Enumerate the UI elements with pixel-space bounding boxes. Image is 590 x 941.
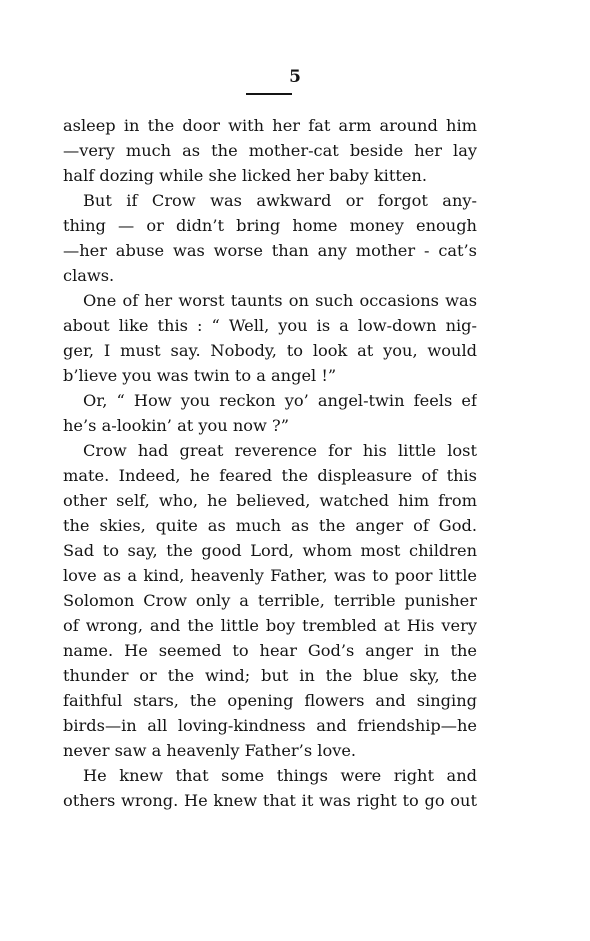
text-line: But if Crow was awkward or forgot any-	[83, 191, 477, 210]
text-line: Crow had great reverence for his little lost	[83, 441, 477, 460]
body-text	[63, 113, 477, 813]
text-line: thing — or didn’t bring home money enough	[63, 216, 477, 235]
text-line: b’lieve you was twin to a angel !”	[63, 366, 337, 385]
text-line: asleep in the door with her fat arm around him	[63, 116, 477, 135]
text-line: Sad to say, the good Lord, whom most children	[63, 541, 477, 560]
page-number-rule	[246, 93, 292, 95]
text-line: name. He seemed to hear God’s anger in the	[63, 641, 477, 660]
text-line: mate. Indeed, he feared the displeasure of this	[63, 466, 477, 485]
text-line: the skies, quite as much as the anger of God.	[63, 516, 477, 535]
text-line: —her abuse was worse than any mother - cat’s	[63, 241, 477, 260]
text-line: love as a kind, heavenly Father, was to poor little	[63, 566, 477, 585]
text-line: birds—in all loving-kindness and friendship—he	[63, 716, 477, 735]
text-line: of wrong, and the little boy trembled at His very	[63, 616, 477, 635]
text-line: He knew that some things were right and	[83, 766, 477, 785]
text-line: about like this : “ Well, you is a low-down nig-	[63, 316, 477, 335]
text-line: half dozing while she licked her baby kitten.	[63, 166, 427, 185]
text-line: One of her worst taunts on such occasions was	[83, 291, 477, 310]
text-line: faithful stars, the opening flowers and singing	[63, 691, 477, 710]
text-line: thunder or the wind; but in the blue sky, the	[63, 666, 477, 685]
text-line: claws.	[63, 266, 115, 285]
text-line: Solomon Crow only a terrible, terrible punisher	[63, 591, 477, 610]
page-number: 5	[289, 67, 301, 87]
text-line: he’s a-lookin’ at you now ?”	[63, 416, 289, 435]
text-line: ger, I must say. Nobody, to look at you, would	[63, 341, 477, 360]
text-line: others wrong. He knew that it was right to go out	[63, 791, 477, 810]
text-line: never saw a heavenly Father’s love.	[63, 741, 357, 760]
text-line: Or, “ How you reckon yo’ angel-twin feels ef	[83, 391, 477, 410]
text-line: other self, who, he believed, watched him from	[63, 491, 477, 510]
text-line: —very much as the mother-cat beside her lay	[63, 141, 477, 160]
